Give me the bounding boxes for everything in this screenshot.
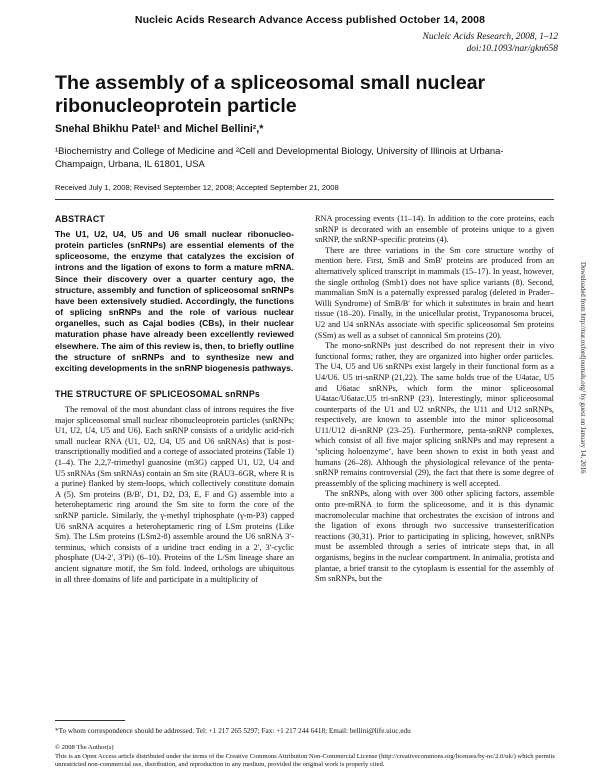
journal-citation: Nucleic Acids Research, 2008, 1–12 [422, 32, 558, 42]
license-text: This is an Open Access article distributed under the terms of the Creative Commons Attribution Non-Commercial License (http://creativecommons.org/licenses/by-nc/2.0/uk/) which permits unrestricted non-commercial use, distribution, and reproduction in any medium, provided the original work is properly cited. [55, 752, 555, 769]
footnote-divider [55, 720, 125, 721]
affiliation: ¹Biochemistry and College of Medicine and ²Cell and Developmental Biology, University of Illinois at Urbana-Champaign, Urbana, IL 61801, USA [55, 145, 504, 169]
left-column [55, 214, 294, 585]
body-paragraph: There are three variations in the Sm core structure worthy of mention here. First, SmB and SmB′ proteins are produced from an alternatively spliced transcript in mammals (15–17). In yeast, however, the single ortholog (Smb1) does not have splice variants (8). Second, mammalian SmN is a paternally expressed paralog (deleted in Prader–Willi Syndrome) of SmB/B′ for which it substitutes in brain and heart tissue (18–20). Finally, in the unicellular protist, Trypanosoma brucei, U2 and U4 snRNAs associate with specific spliceosomal Sm proteins (SSm) as well as a subset of canonical Sm proteins (20). [315, 245, 554, 340]
download-watermark-text: Downloaded from http://nar.oxfordjournals.org/ by guest on January 14, 2016 [579, 262, 586, 474]
correspondence-footnote: *To whom correspondence should be addressed. Tel: +1 217 265 5297; Fax: +1 217 244 6418; Email: bellini@life.uiuc.edu [55, 727, 411, 735]
journal-citation-block [423, 31, 558, 55]
body-paragraph: RNA processing events (11–14). In addition to the core proteins, each snRNP is decorated with an ensemble of proteins unique to a given snRNP, the snRNP-specific proteins (4). [315, 214, 554, 245]
author-list: Snehal Bhikhu Patel¹ and Michel Bellini²,* [55, 123, 264, 135]
abstract-heading: ABSTRACT [55, 214, 105, 224]
advance-access-banner: Nucleic Acids Research Advance Access published October 14, 2008 [134, 14, 486, 26]
body-paragraph: The mono-snRNPs just described do not represent their in vivo functional forms; rather, they are organized into higher order particles. The U4, U5 and U6 snRNPs exist largely in their functional form as a U4/U6. U5 tri-snRNP (21,22). The same holds true of the U4atac, U5 and U6atac snRNPs, which form the minor spliceosomal U4atac/U6atac.U5 tri-snRNP (23). Interestingly, minor spliceosomal counterparts of the U1 and U2 snRNPs, the U11 and U12 snRNPs, respectively, are known to assemble into the minor spliceosomal U11/U12 di-snRNP (23–25). Furthermore, penta-snRNP complexes, which consist of all five major splicing snRNPs and may represent a ‘splicing holoenzyme’, have been shown to exist in both yeast and humans (26–28). Although the physiological relevance of the penta-snRNP remains controversial (29), the fact that there is some degree of preassembly of the splicing machinery is well accepted. [315, 341, 554, 488]
copyright-line: © 2008 The Author(s) [55, 744, 114, 751]
header-divider [55, 199, 554, 200]
submission-dates: Received July 1, 2008; Revised September 12, 2008; Accepted September 21, 2008 [55, 183, 339, 192]
section-heading-structure: THE STRUCTURE OF SPLICEOSOMAL snRNPs [55, 389, 260, 400]
right-column [315, 214, 554, 585]
copyright-block [55, 744, 555, 770]
article-title: The assembly of a spliceosomal small nuclear ribonucleoprotein particle [55, 72, 486, 117]
body-paragraph: The snRNPs, along with over 300 other splicing factors, assemble onto pre-mRNA to form the spliceosome, and it is this dynamic macromolecular machine that orchestrates the excision of introns and the ligation of exons through two successive transesterification reactions (30,31). Prior to participating in splicing, however, snRNPs must be assembled through a series of intricate steps that, in all organisms, begins in the nuclear compartment. In animalia, protista and plantae, a brief transit to the cytoplasm is essential for the assembly of Sm snRNPs, but the [315, 489, 554, 584]
download-watermark [576, 262, 586, 612]
body-paragraph: The removal of the most abundant class of introns requires the five major spliceosomal small nuclear ribonucleoprotein particles (snRNPs; U1, U2, U4, U5 and U6). Each snRNP consists of a uridylic acid-rich small nuclear RNA (U1, U2, U4, U5 and U6 snRNAs) that is post-transcriptionally modified and a cortege of associated proteins (Table 1) (1–4). The 2,2,7-trimethyl guanosine (m3G) capped U1, U2, U4 and U5 snRNAs (Sm snRNAs) contain an Sm site (RAU3–6GR, where R is a purine) flanked by stem-loops, which collectively constitute domain A (5). Sm proteins (B/B′, D1, D2, D3, E, F and G) assemble into a heteroheptameric ring around the Sm site to form the core of the snRNP particle. Similarly, the γ-methyl triphosphate (γ-m-P3) capped U6 snRNA acquires a heteroheptameric ring of LSm proteins (Like Sm). The LSm proteins (LSm2-8) assemble around the U6 snRNA 3′-terminus, which consists of a uridine tract ending in a 2′, 3′-cyclic phosphate (U4-2′, 3′Pi) (6–10). Proteins of the L/Sm lineage share an ancient signature motif, the Sm fold. Indeed, orthologs are ubiquitous in all three domains of life and participate in a multiplicity of [55, 405, 294, 584]
doi: doi:10.1093/nar/gkn658 [466, 44, 558, 54]
abstract-text: The U1, U2, U4, U5 and U6 small nuclear ribonucleo-protein particles (snRNPs) are essential elements of the spliceosome, the enzyme that catalyzes the excision of introns and the ligation of exons to form a mature mRNA. Since their discovery over a quarter century ago, the structure, assembly and function of spliceosomal snRNPs have been extensively studied. Accordingly, the functions of splicing snRNPs and the role of various nuclear organelles, such as Cajal bodies (CBs), in their nuclear maturation phase have already been excellently reviewed elsewhere. The aim of this review is, then, to briefly outline the structure of snRNPs and to synthesize new and exciting developments in the snRNP biogenesis pathways. [55, 229, 294, 373]
